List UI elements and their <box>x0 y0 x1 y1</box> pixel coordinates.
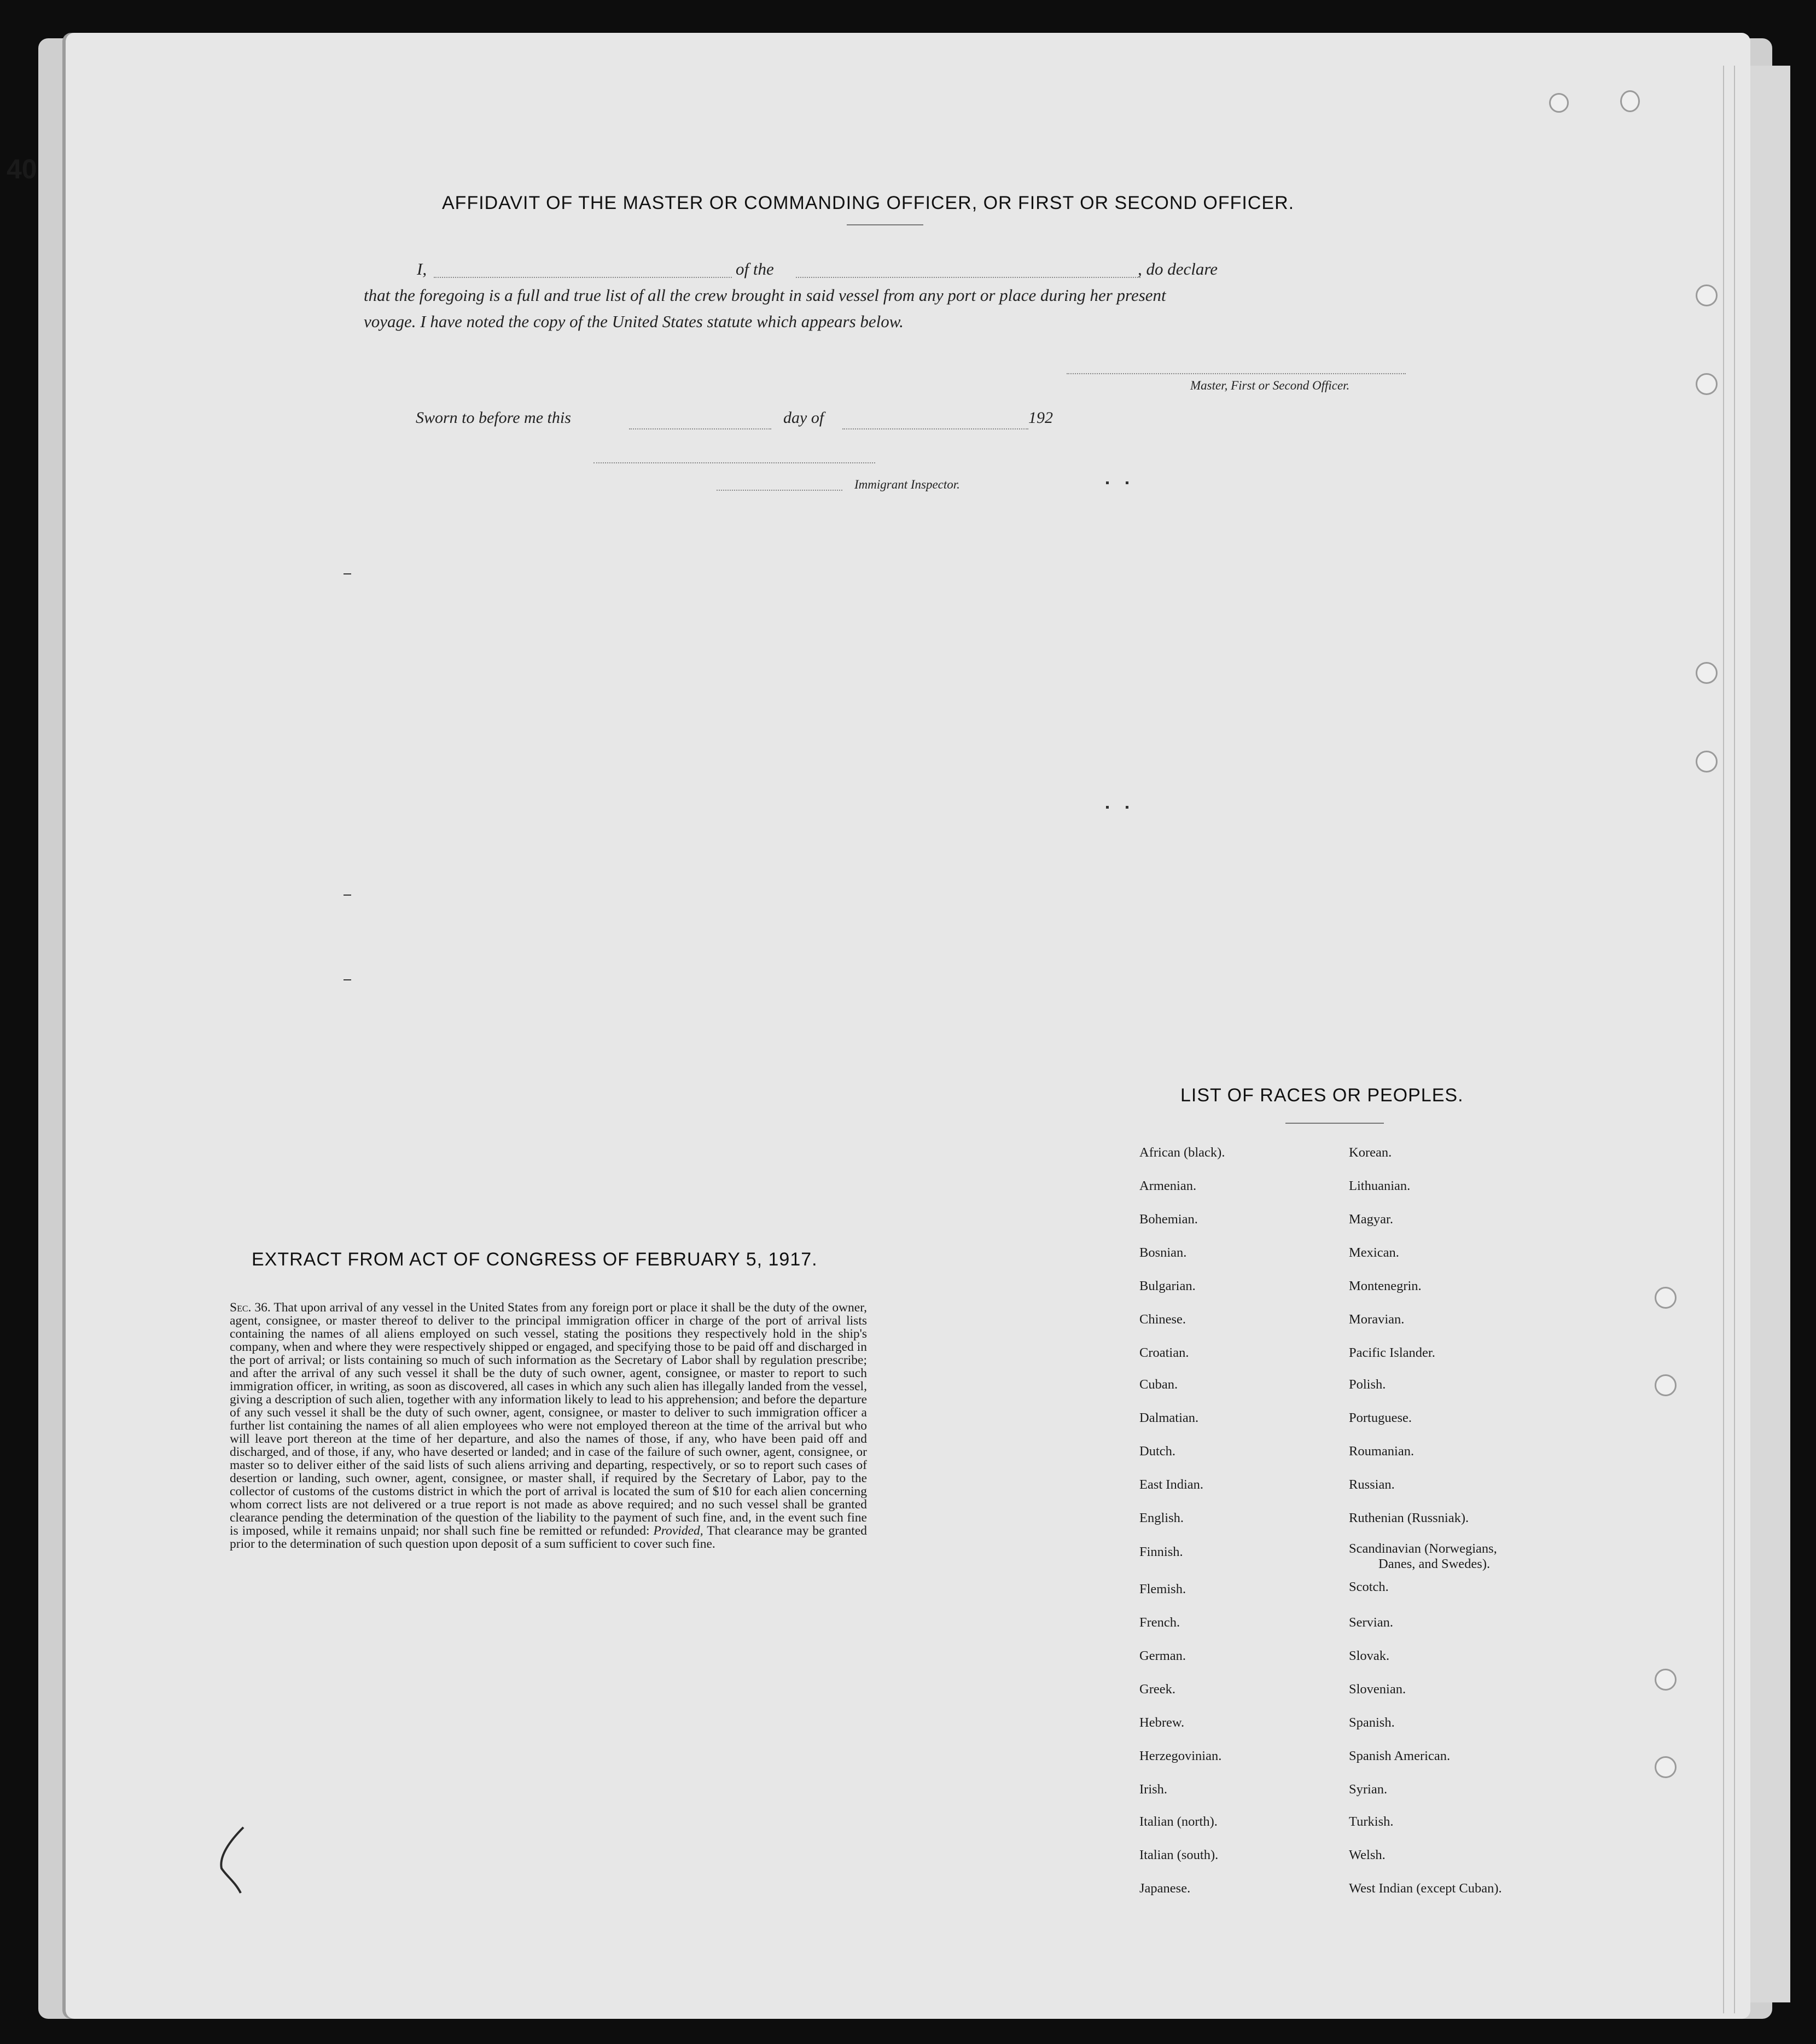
inspector-signature-field[interactable] <box>593 462 875 463</box>
pencil-mark-icon <box>202 1822 263 1898</box>
race-item: Slovak. <box>1349 1648 1390 1663</box>
provided-label: Provided, <box>653 1524 703 1538</box>
race-item: Servian. <box>1349 1615 1393 1630</box>
races-underline <box>1285 1123 1384 1124</box>
stray-mark <box>344 573 351 574</box>
race-item: Italian (south). <box>1139 1848 1219 1862</box>
race-item: Danes, and Swedes). <box>1378 1557 1491 1571</box>
punch-hole <box>1696 373 1718 395</box>
race-item: Spanish American. <box>1349 1749 1451 1763</box>
race-item: Roumanian. <box>1349 1444 1415 1459</box>
race-item: Bosnian. <box>1139 1245 1187 1260</box>
race-item: Spanish. <box>1349 1715 1395 1730</box>
race-item: Scandinavian (Norwegians, <box>1349 1541 1497 1556</box>
punch-hole <box>1696 662 1718 684</box>
race-item: Greek. <box>1139 1682 1175 1697</box>
race-item: Scotch. <box>1349 1580 1389 1594</box>
race-item: Flemish. <box>1139 1582 1186 1596</box>
punch-hole <box>1655 1669 1677 1691</box>
vessel-name-field[interactable] <box>796 277 1140 278</box>
statute-body: That upon arrival of any vessel in the United States from any foreign port or place it shall be the duty of the owner, agent, consignee, or master thereof to deliver to the principal immigration officer in charge of the port of arrival lists containing the names of all aliens employed on such vessel, stating the positions they respectively hold in the ship's company, when and where they were respectively shipped or engaged, and specifying those to be paid off and discharged in the port of arrival; or lists containing so much of such information as the Secretary of Labor shall by regulation prescribe; and after the arrival of any such vessel it shall be the duty of such owner, agent, consignee, or master to report to such immigration officer, in writing, as soon as discovered, all cases in which any such alien has illegally landed from the vessel, giving a description of such alien, together with any information likely to lead to his apprehension; and before the departure of any such vessel it shall be the duty of such owner, agent, consignee, or master to deliver to such immigration officer a further list containing the names of all alien employees who were not employed thereon at the time of the arrival but who will leave port thereon at the time of her departure, and also the names of those, if any, who have been paid off and discharged, and of those, if any, who have deserted or landed; and in case of the failure of such owner, agent, consignee, or master so to deliver either of the said lists of such aliens arriving and departing, respectively, or so to report such cases of desertion or landing, such owner, agent, consignee, or master shall, if required by the Secretary of Labor, pay to the collector of customs of the customs district in which the port of arrival is located the sum of $10 for each alien concerning whom correct lists are not delivered or a true report is not made as above required; and no such vessel shall be granted clearance pending the determination of the question of the liability to the payment of such fine, and, in the event such fine is imposed, while it remains unpaid; nor shall such fine be remitted or refunded: <box>230 1300 867 1538</box>
declaration-line-3: voyage. I have noted the copy of the United States statute which appears below. <box>364 312 904 331</box>
race-item: Irish. <box>1139 1782 1168 1797</box>
race-item: Japanese. <box>1139 1881 1191 1896</box>
race-item: Herzegovinian. <box>1139 1749 1222 1763</box>
year-label: 192 <box>1028 409 1053 427</box>
declare-label: , do declare <box>1138 259 1218 278</box>
punch-hole <box>1620 90 1640 112</box>
race-item: Bulgarian. <box>1139 1279 1196 1293</box>
race-item: African (black). <box>1139 1145 1225 1160</box>
race-item: Magyar. <box>1349 1212 1393 1227</box>
stray-mark <box>1106 481 1109 484</box>
race-item: German. <box>1139 1648 1186 1663</box>
race-item: Chinese. <box>1139 1312 1186 1327</box>
race-item: Dutch. <box>1139 1444 1175 1459</box>
extract-title: EXTRACT FROM ACT OF CONGRESS OF FEBRUARY 5, 1917. <box>252 1249 818 1270</box>
stray-mark <box>1126 806 1128 809</box>
race-item: Ruthenian (Russniak). <box>1349 1511 1469 1525</box>
punch-hole <box>1655 1756 1677 1778</box>
master-signature-field[interactable] <box>1067 373 1406 374</box>
race-item: Polish. <box>1349 1377 1386 1392</box>
sworn-day-field[interactable] <box>629 428 771 429</box>
stray-mark <box>344 895 351 896</box>
punch-hole <box>1696 751 1718 773</box>
inspector-signature-field-2[interactable] <box>717 490 842 491</box>
race-item: Russian. <box>1349 1477 1395 1492</box>
race-item: East Indian. <box>1139 1477 1204 1492</box>
stray-mark <box>344 979 351 980</box>
race-item: Croatian. <box>1139 1345 1189 1360</box>
declaration-text <box>364 256 1430 335</box>
race-item: Moravian. <box>1349 1312 1405 1327</box>
race-item: Mexican. <box>1349 1245 1399 1260</box>
race-item: West Indian (except Cuban). <box>1349 1881 1502 1896</box>
punch-hole <box>1696 284 1718 306</box>
race-item: Welsh. <box>1349 1848 1386 1862</box>
section-number: Sec. 36. <box>230 1300 271 1315</box>
race-item: Slovenian. <box>1349 1682 1406 1697</box>
punch-hole <box>1655 1374 1677 1396</box>
affidavit-title: AFFIDAVIT OF THE MASTER OR COMMANDING OFFICER, OR FIRST OR SECOND OFFICER. <box>442 193 1295 213</box>
race-item: English. <box>1139 1511 1184 1525</box>
statute-tail: That clearance may be granted prior to the determination of such question upon deposit of a sum sufficient to cover such fine. <box>230 1524 868 1551</box>
race-item: Hebrew. <box>1139 1715 1185 1730</box>
margin-line <box>1734 66 1735 2013</box>
race-item: Portuguese. <box>1349 1410 1412 1425</box>
sworn-label: Sworn to before me this <box>416 409 571 427</box>
race-item: Cuban. <box>1139 1377 1178 1392</box>
master-name-field[interactable] <box>434 277 732 278</box>
race-item: Korean. <box>1349 1145 1392 1160</box>
of-the-label: of the <box>736 259 774 278</box>
punch-hole <box>1655 1287 1677 1309</box>
day-of-label: day of <box>783 409 824 427</box>
edge-page-number: 40 <box>7 154 37 184</box>
pronoun-label: I, <box>417 259 427 278</box>
race-item: Bohemian. <box>1139 1212 1198 1227</box>
inspector-label: Immigrant Inspector. <box>854 478 960 491</box>
margin-line <box>1723 66 1724 2013</box>
declaration-line-2: that the foregoing is a full and true list of all the crew brought in said vessel from any port or place during her present <box>364 286 1166 305</box>
race-item: Italian (north). <box>1139 1814 1218 1829</box>
sworn-month-field[interactable] <box>842 428 1028 429</box>
stray-mark <box>1126 481 1128 484</box>
punch-hole <box>1549 93 1569 113</box>
statute-text <box>230 1301 867 1551</box>
master-signature-label: Master, First or Second Officer. <box>1190 379 1350 392</box>
races-title: LIST OF RACES OR PEOPLES. <box>1180 1085 1464 1106</box>
race-item: Turkish. <box>1349 1814 1394 1829</box>
race-item: Syrian. <box>1349 1782 1388 1797</box>
race-item: Armenian. <box>1139 1178 1197 1193</box>
race-item: Lithuanian. <box>1349 1178 1411 1193</box>
title-underline <box>847 224 923 225</box>
race-item: Montenegrin. <box>1349 1279 1422 1293</box>
race-item: Dalmatian. <box>1139 1410 1199 1425</box>
race-item: French. <box>1139 1615 1180 1630</box>
stray-mark <box>1106 806 1109 809</box>
race-item: Finnish. <box>1139 1544 1183 1559</box>
race-item: Pacific Islander. <box>1349 1345 1435 1360</box>
